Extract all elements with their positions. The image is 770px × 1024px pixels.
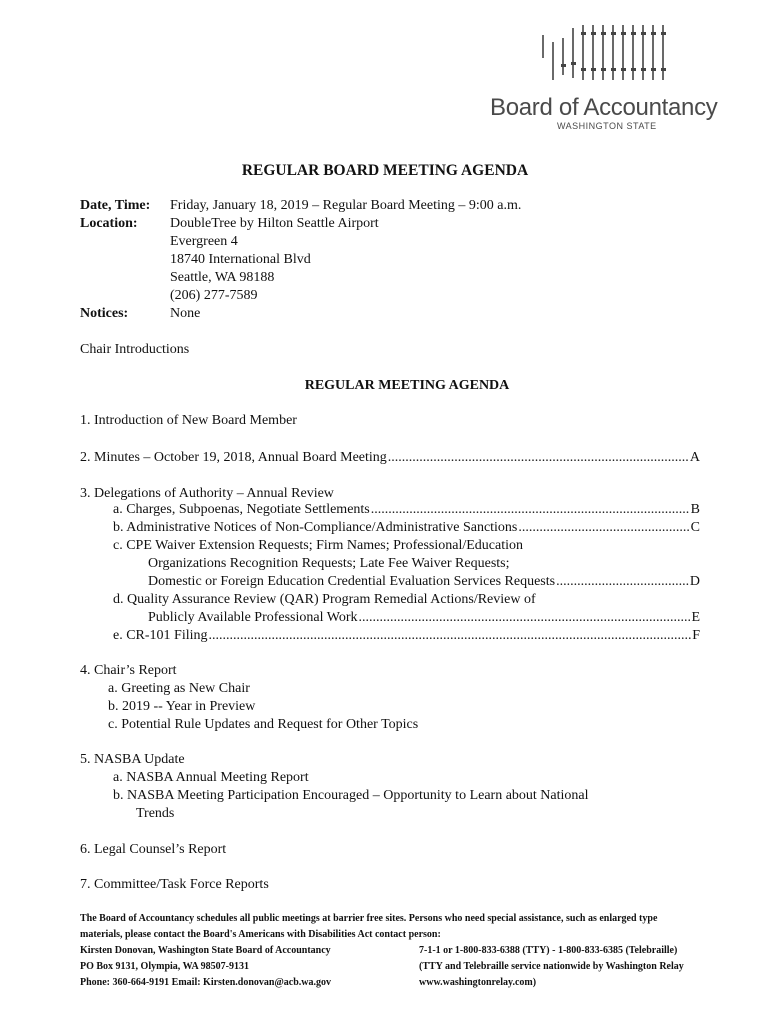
agenda-item-3e-tab: F	[692, 628, 700, 643]
agenda-item-3b-tab: C	[690, 520, 700, 535]
notices-value: None	[170, 306, 201, 321]
agenda-item-3d-last	[148, 610, 700, 627]
logo-name: Board of Accountancy	[490, 94, 718, 121]
agenda-item-3c-tab: D	[689, 574, 700, 589]
notices-label: Notices:	[80, 306, 129, 321]
page-title: REGULAR BOARD MEETING AGENDA	[241, 162, 529, 179]
agenda-item-3d-tab: E	[691, 610, 700, 625]
agenda-item-2-text: 2. Minutes – October 19, 2018, Annual Board Meeting	[80, 450, 387, 465]
location-line: Seattle, WA 98188	[170, 270, 275, 285]
dot-leader	[518, 520, 689, 537]
logo-subtitle: WASHINGTON STATE	[557, 121, 657, 131]
agenda-item-5a: a. NASBA Annual Meeting Report	[113, 770, 309, 785]
agenda-item-5b-cont: Trends	[136, 806, 175, 821]
dot-leader	[209, 628, 692, 645]
location-line: Evergreen 4	[170, 234, 238, 249]
footer-tty-numbers: 7-1-1 or 1-800-833-6388 (TTY) - 1-800-833-6385 (Telebraille)	[419, 945, 678, 956]
agenda-item-4a: a. Greeting as New Chair	[108, 681, 250, 696]
agenda-item-3c-last	[148, 574, 700, 591]
footer-contact-phone-email: Phone: 360-664-9191 Email: Kirsten.donovan@acb.wa.gov	[80, 977, 331, 988]
footer-notice-line-1: The Board of Accountancy schedules all public meetings at barrier free sites. Persons who need special assistance, such as enlarged type	[80, 913, 658, 924]
agenda-item-3a-tab: B	[690, 502, 700, 517]
agenda-item-4c: c. Potential Rule Updates and Request for Other Topics	[108, 717, 419, 732]
footer-relay-url: www.washingtonrelay.com)	[419, 977, 537, 988]
footer-notice-line-2: materials, please contact the Board's Americans with Disabilities Act contact person:	[80, 929, 441, 940]
agenda-item-4: 4. Chair’s Report	[80, 663, 177, 678]
agenda-item-3b	[113, 520, 700, 537]
agenda-item-3e	[113, 628, 700, 645]
agenda-item-3d-text: Publicly Available Professional Work	[148, 610, 358, 625]
board-of-accountancy-logo-mark	[535, 20, 675, 100]
footer-contact-name: Kirsten Donovan, Washington State Board of Accountancy	[80, 945, 331, 956]
agenda-item-3c-text: Domestic or Foreign Education Credential Evaluation Services Requests	[148, 574, 556, 589]
agenda-item-3a-text: a. Charges, Subpoenas, Negotiate Settlements	[113, 502, 370, 517]
agenda-item-3: 3. Delegations of Authority – Annual Review	[80, 486, 334, 501]
dot-leader	[359, 610, 691, 627]
agenda-heading: REGULAR MEETING AGENDA	[304, 378, 510, 393]
location-line: 18740 International Blvd	[170, 252, 311, 267]
agenda-item-2	[80, 450, 700, 467]
dot-leader	[556, 574, 689, 591]
agenda-item-3c: c. CPE Waiver Extension Requests; Firm Names; Professional/Education	[113, 538, 523, 553]
agenda-item-3a	[113, 502, 700, 519]
agenda-item-3b-text: b. Administrative Notices of Non-Compliance/Administrative Sanctions	[113, 520, 518, 535]
agenda-item-5: 5. NASBA Update	[80, 752, 185, 767]
location-line: DoubleTree by Hilton Seattle Airport	[170, 216, 379, 231]
agenda-item-5b: b. NASBA Meeting Participation Encouraged – Opportunity to Learn about National	[113, 788, 589, 803]
agenda-item-3c-cont: Organizations Recognition Requests; Late Fee Waiver Requests;	[148, 556, 510, 571]
agenda-item-2-tab: A	[689, 450, 700, 465]
agenda-item-3e-text: e. CR-101 Filing	[113, 628, 208, 643]
location-label: Location:	[80, 216, 138, 231]
agenda-item-3d: d. Quality Assurance Review (QAR) Program Remedial Actions/Review of	[113, 592, 536, 607]
agenda-item-4b: b. 2019 -- Year in Preview	[108, 699, 256, 714]
agenda-item-7: 7. Committee/Task Force Reports	[80, 877, 269, 892]
location-line: (206) 277-7589	[170, 288, 258, 303]
dot-leader	[371, 502, 690, 519]
chair-introductions: Chair Introductions	[80, 342, 190, 357]
date-value: Friday, January 18, 2019 – Regular Board Meeting – 9:00 a.m.	[170, 198, 522, 213]
footer-contact-address: PO Box 9131, Olympia, WA 98507-9131	[80, 961, 249, 972]
dot-leader	[388, 450, 689, 467]
date-label: Date, Time:	[80, 198, 151, 213]
agenda-item-1: 1. Introduction of New Board Member	[80, 413, 297, 428]
agenda-item-6: 6. Legal Counsel’s Report	[80, 842, 227, 857]
footer-relay-note: (TTY and Telebraille service nationwide by Washington Relay	[419, 961, 684, 972]
